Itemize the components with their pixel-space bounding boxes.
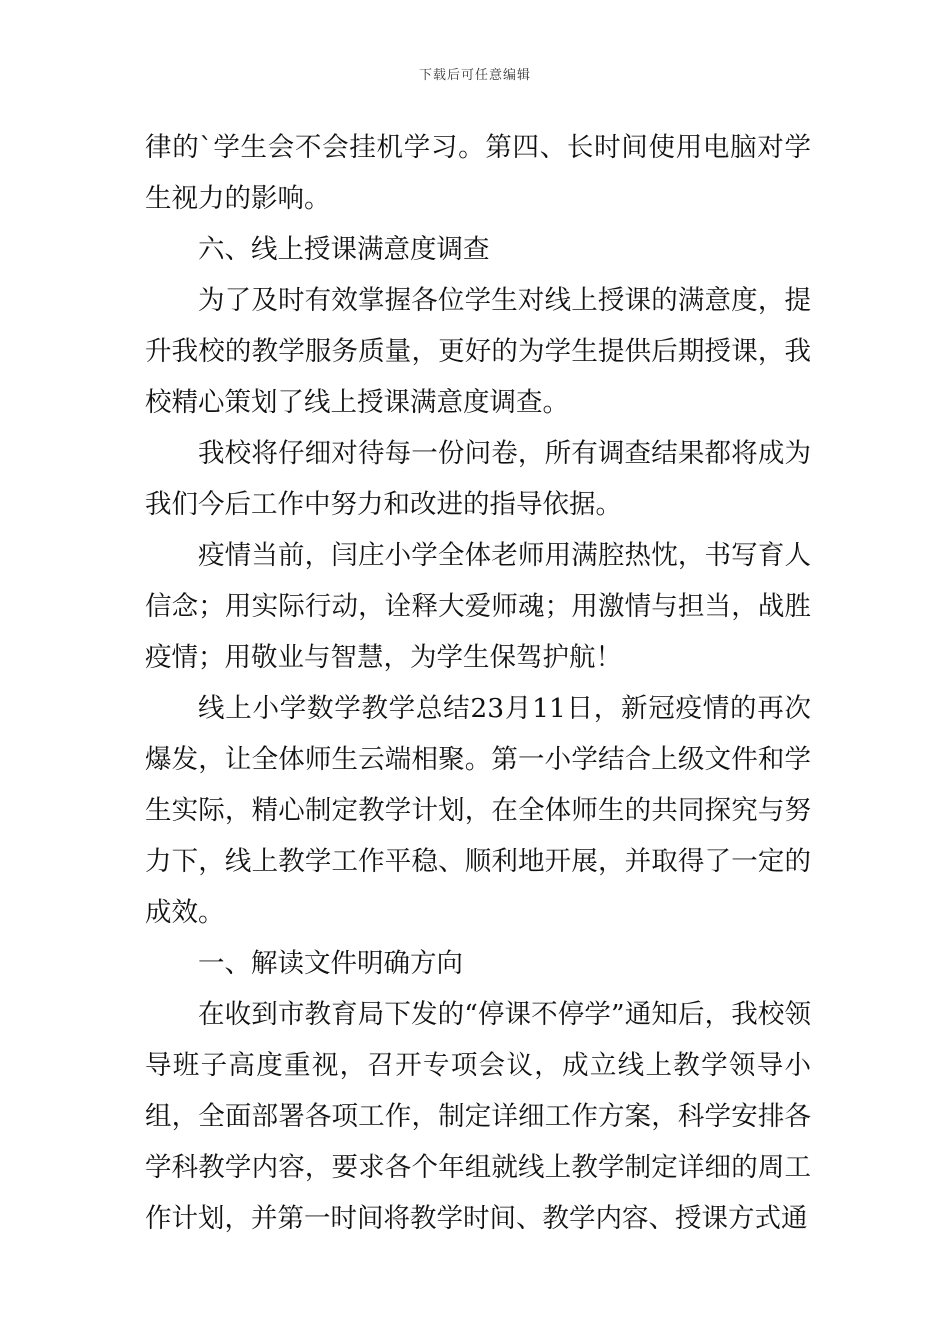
document-body: [145, 122, 811, 1244]
paragraph: 线上小学数学教学总结23月11日，新冠疫情的再次爆发，让全体师生云端相聚。第一小学结合上级文件和学生实际，精心制定教学计划，在全体师生的共同探究与努力下，线上教学工作平稳、顺利地开展，并取得了一定的成效。: [145, 693, 811, 928]
page-header-note: 下载后可任意编辑: [418, 68, 531, 83]
paragraph: 在收到市教育局下发的“停课不停学”通知后，我校领导班子高度重视，召开专项会议，成立线上教学领导小组，全面部署各项工作，制定详细工作方案，科学安排各学科教学内容，要求各个年组就线上教学制定详细的周工作计划，并第一时间将教学时间、教学内容、授课方式通: [145, 999, 811, 1234]
paragraph-continuation: 律的`学生会不会挂机学习。第四、长时间使用电脑对学生视力的影响。: [145, 132, 811, 214]
paragraph: 为了及时有效掌握各位学生对线上授课的满意度，提升我校的教学服务质量，更好的为学生提供后期授课，我校精心策划了线上授课满意度调查。: [145, 285, 811, 418]
paragraph: 我校将仔细对待每一份问卷，所有调查结果都将成为我们今后工作中努力和改进的指导依据。: [145, 438, 811, 520]
paragraph: 疫情当前，闫庄小学全体老师用满腔热忱，书写育人信念；用实际行动，诠释大爱师魂；用激情与担当，战胜疫情；用敬业与智慧，为学生保驾护航！: [145, 540, 811, 673]
section-heading-direction: 一、解读文件明确方向: [198, 948, 463, 979]
section-heading-survey: 六、线上授课满意度调查: [198, 234, 490, 265]
